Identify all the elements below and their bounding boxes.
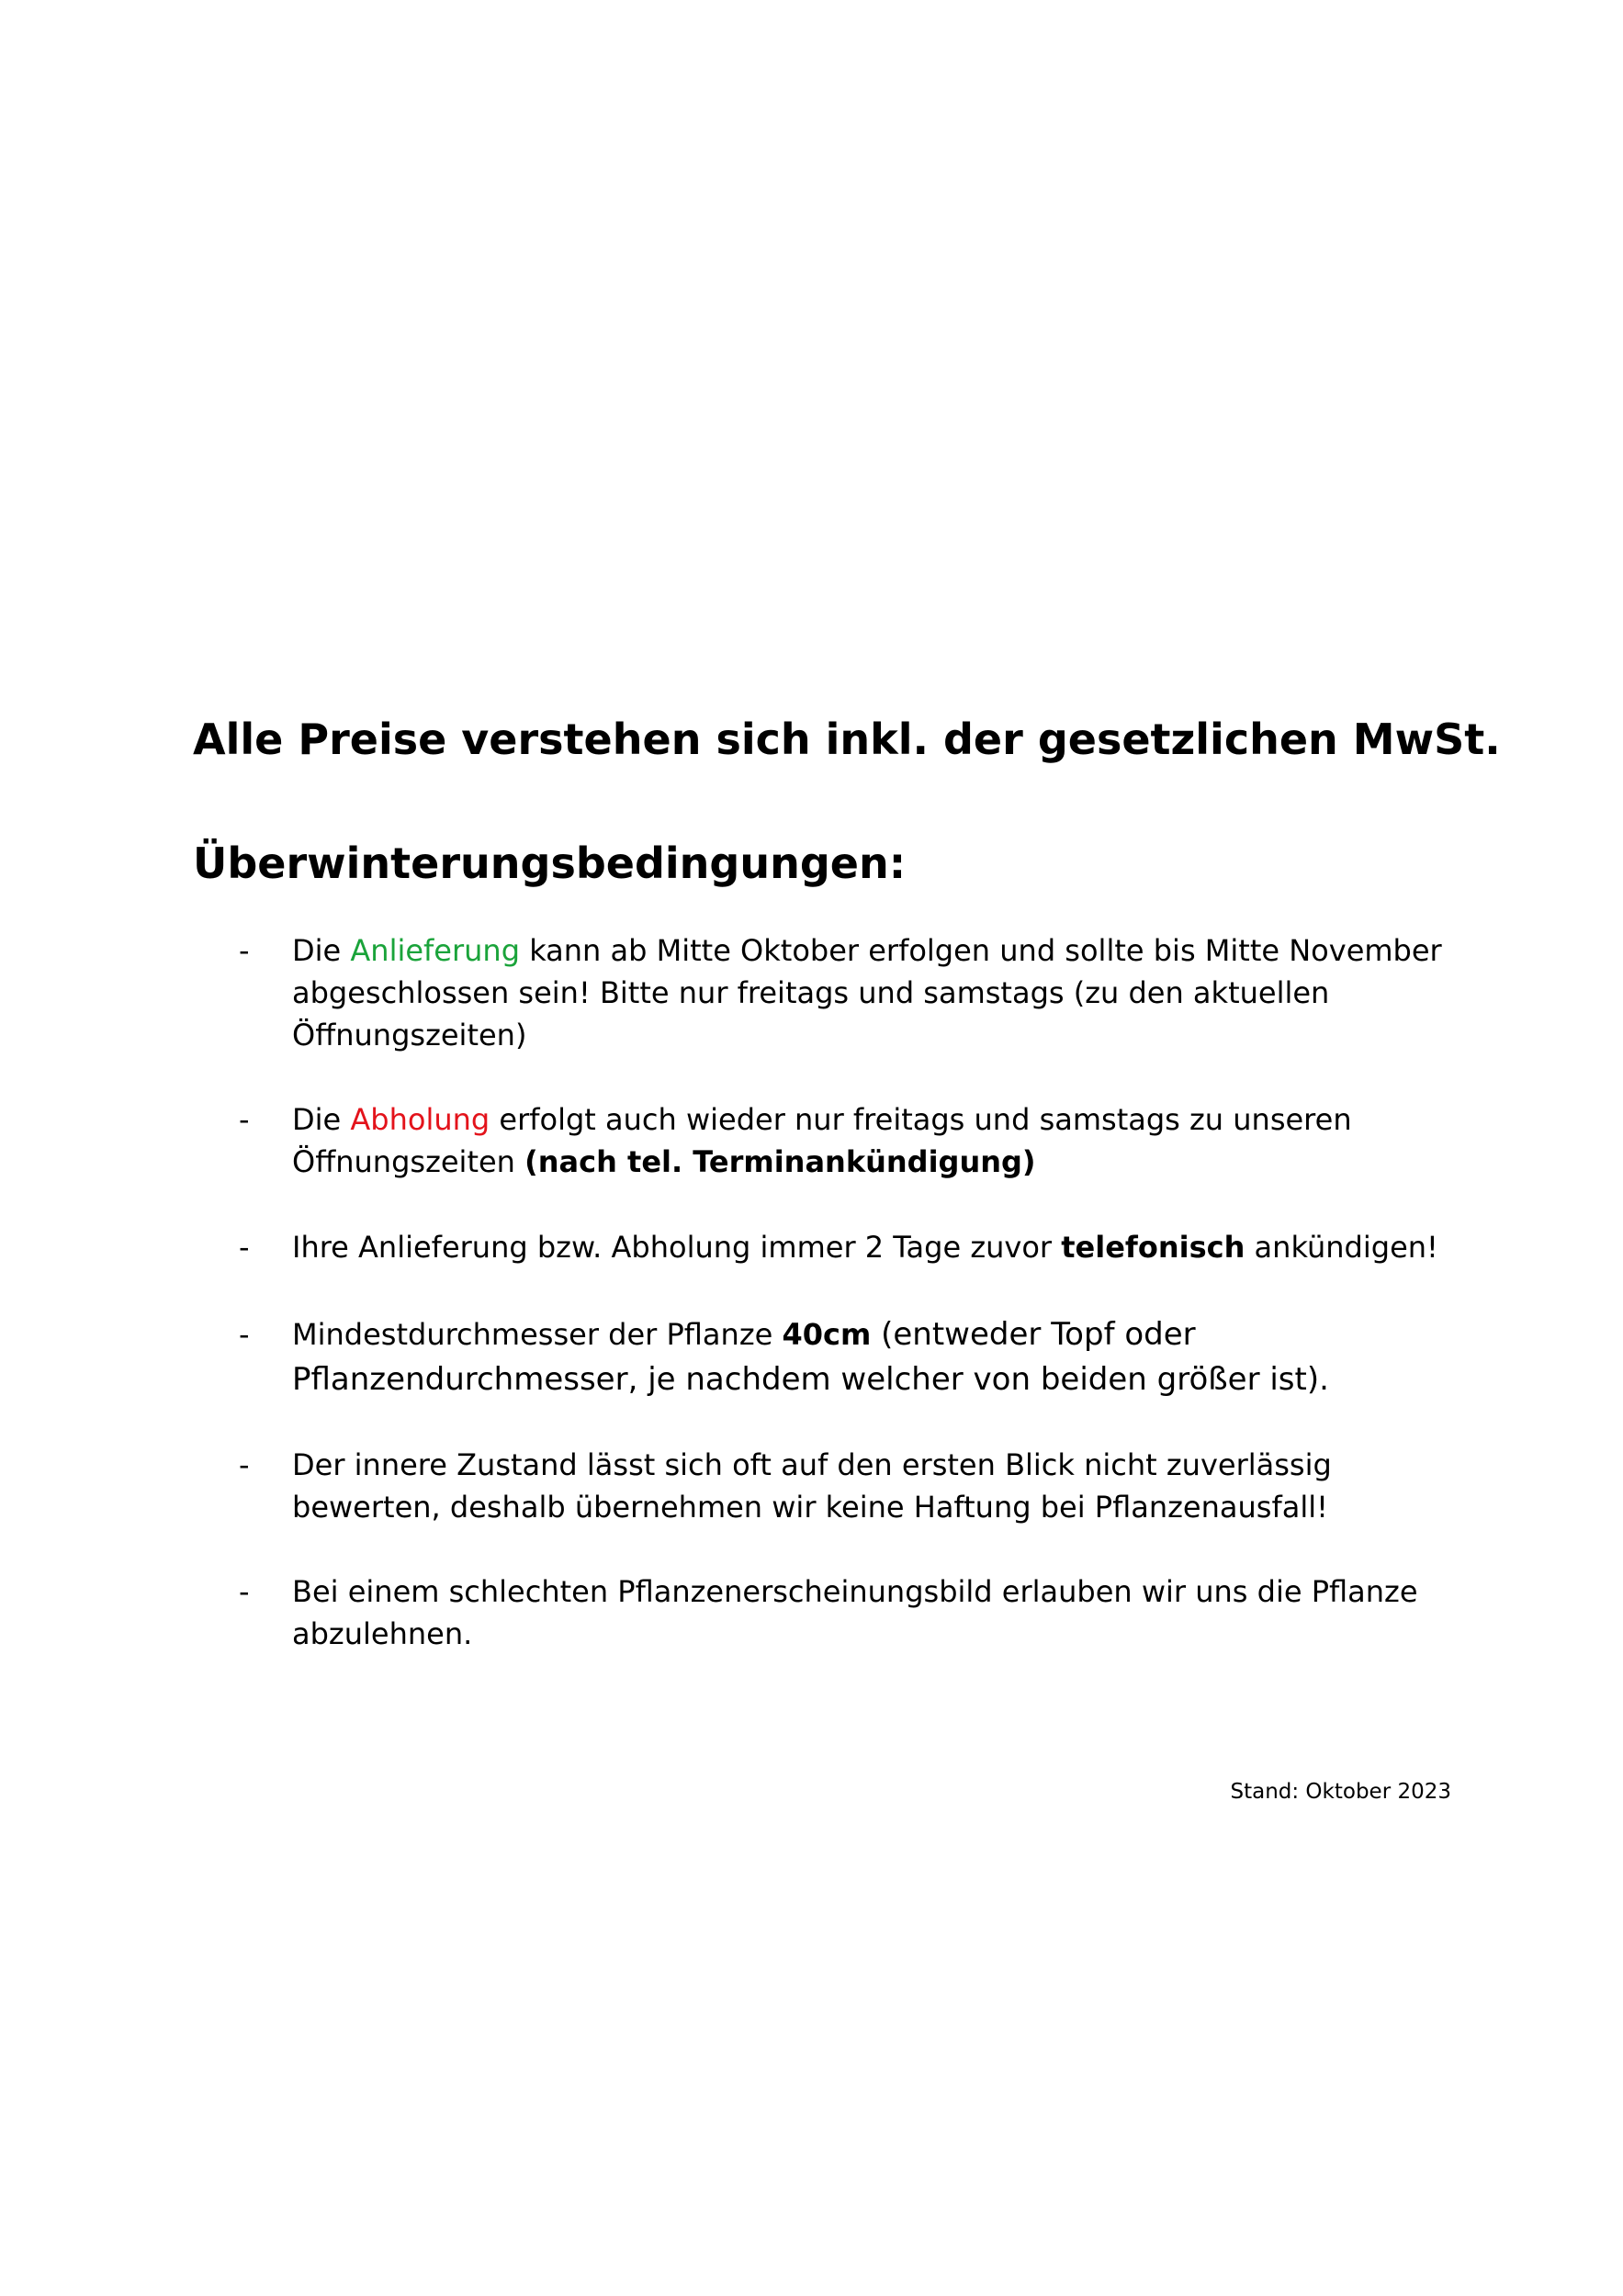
list-item-minimum-diameter bbox=[239, 1313, 1433, 1403]
text-segment: Die bbox=[292, 1102, 351, 1137]
list-item-text bbox=[292, 1444, 1433, 1528]
list-item-text bbox=[292, 929, 1442, 1056]
text-segment: Die bbox=[292, 933, 351, 968]
list-item-line: Pflanzendurchmesser, je nachdem welcher von beiden größer ist). bbox=[292, 1361, 1329, 1398]
bullet-dash: - bbox=[239, 1102, 250, 1137]
overwintering-conditions-heading: Überwinterungsbedingungen: bbox=[193, 838, 907, 888]
list-item-liability bbox=[239, 1444, 1433, 1528]
list-item-line bbox=[292, 1313, 1433, 1356]
bullet-dash: - bbox=[239, 1574, 250, 1609]
list-item-line: abzulehnen. bbox=[292, 1616, 473, 1651]
bullet-dash: - bbox=[239, 1317, 250, 1352]
text-segment: Öffnungszeiten bbox=[292, 1144, 525, 1179]
price-notice-headline: Alle Preise verstehen sich inkl. der gesetzlichen MwSt. bbox=[193, 715, 1501, 764]
list-item-text bbox=[292, 1313, 1433, 1403]
list-item-line: Bei einem schlechten Pflanzenerscheinungsbild erlauben wir uns die Pflanze bbox=[292, 1574, 1418, 1609]
revision-date: Stand: Oktober 2023 bbox=[1230, 1780, 1451, 1804]
list-item-line: abgeschlossen sein! Bitte nur freitags und samstags (zu den aktuellen bbox=[292, 975, 1330, 1010]
list-item-text bbox=[292, 1098, 1433, 1183]
pickup-highlight: Abholung bbox=[350, 1102, 490, 1137]
list-item-line: Öffnungszeiten) bbox=[292, 1018, 527, 1052]
diameter-value: 40cm bbox=[782, 1317, 872, 1352]
appointment-note: (nach tel. Terminankündigung) bbox=[524, 1144, 1036, 1179]
list-item-line bbox=[292, 929, 1442, 972]
text-segment: ankündigen! bbox=[1245, 1230, 1438, 1265]
list-item-pickup bbox=[239, 1098, 1433, 1183]
list-item-line: bewerten, deshalb übernehmen wir keine Haftung bei Pflanzenausfall! bbox=[292, 1490, 1328, 1525]
text-segment: (entweder Topf oder bbox=[871, 1316, 1196, 1353]
list-item-rejection bbox=[239, 1570, 1433, 1655]
delivery-highlight: Anlieferung bbox=[350, 933, 521, 968]
text-segment: Ihre Anlieferung bzw. Abholung immer 2 Tage zuvor bbox=[292, 1230, 1062, 1265]
bullet-dash: - bbox=[239, 1447, 250, 1482]
bullet-dash: - bbox=[239, 933, 250, 968]
text-segment: Mindestdurchmesser der Pflanze bbox=[292, 1317, 783, 1352]
text-segment: erfolgt auch wieder nur freitags und samstags zu unseren bbox=[490, 1102, 1352, 1137]
list-item-text bbox=[292, 1570, 1433, 1655]
list-item-line: Der innere Zustand lässt sich oft auf den ersten Blick nicht zuverlässig bbox=[292, 1447, 1332, 1482]
text-segment: kann ab Mitte Oktober erfolgen und sollte bis Mitte November bbox=[520, 933, 1442, 968]
bullet-dash: - bbox=[239, 1230, 250, 1265]
list-item-text bbox=[292, 1226, 1438, 1268]
telephone-emphasis: telefonisch bbox=[1061, 1230, 1245, 1265]
list-item-line bbox=[292, 1098, 1433, 1141]
list-item-line bbox=[292, 1226, 1438, 1268]
list-item-delivery bbox=[239, 929, 1442, 1056]
list-item-announcement bbox=[239, 1226, 1438, 1268]
list-item-line bbox=[292, 1141, 1433, 1183]
